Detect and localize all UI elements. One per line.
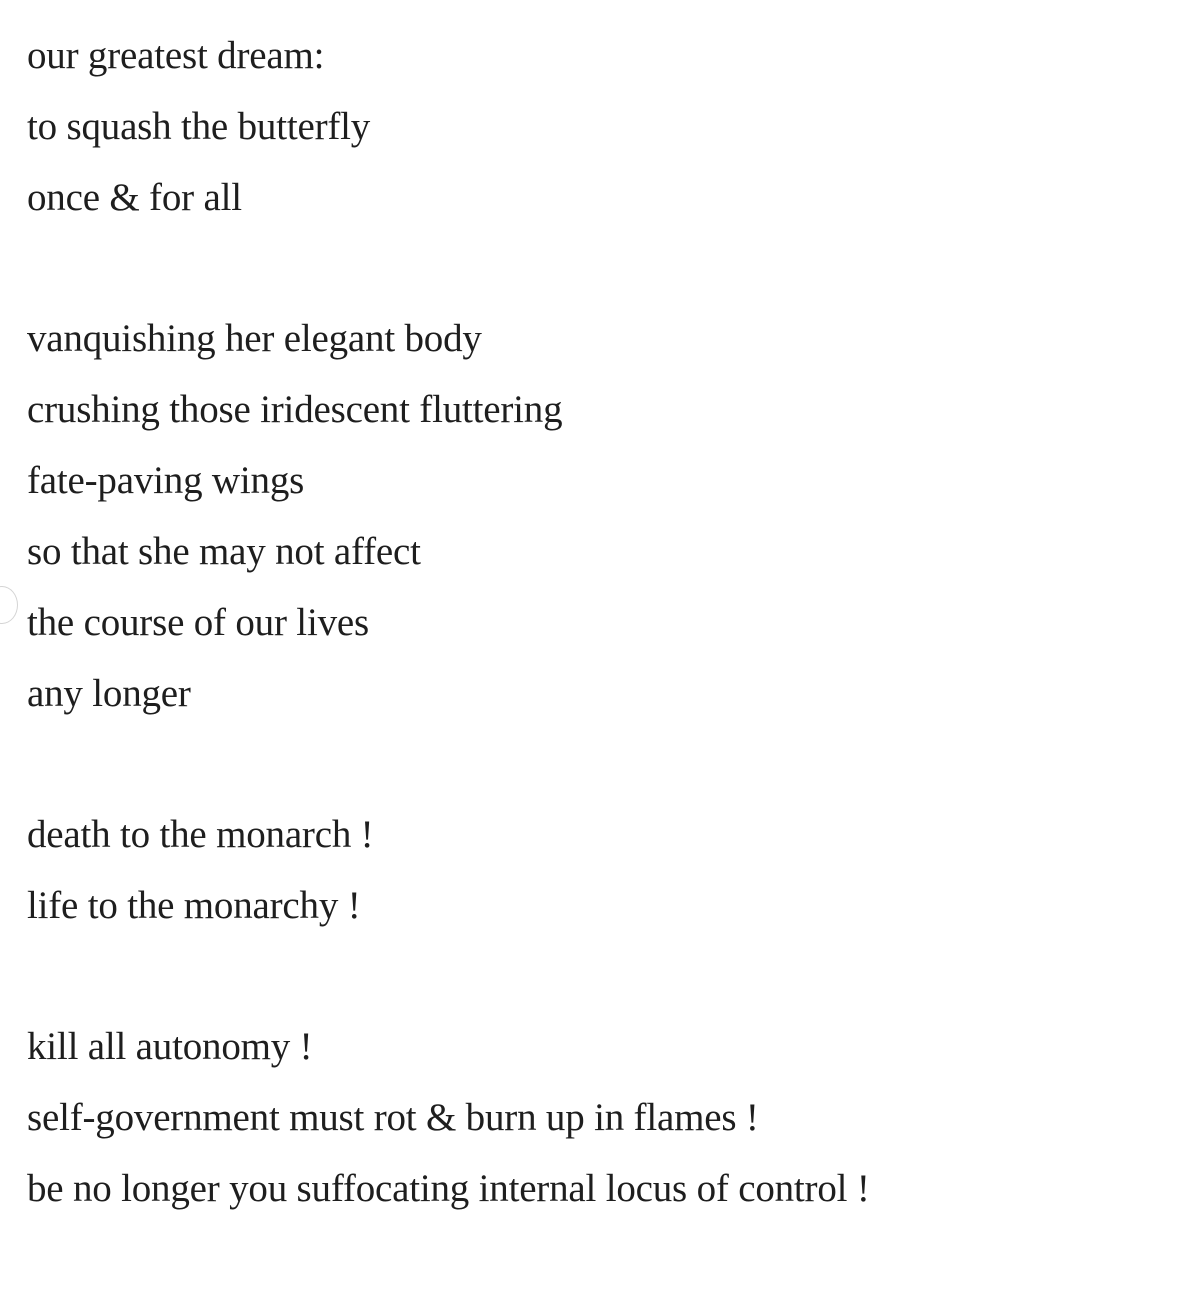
page-edge-marker — [0, 586, 18, 624]
stanza-4 — [27, 1011, 1167, 1224]
poem-line: death to the monarch ! — [27, 813, 374, 856]
poem-line: so that she may not affect — [27, 530, 421, 573]
poem-line: crushing those iridescent fluttering — [27, 388, 563, 431]
poem-line: fate-paving wings — [27, 459, 305, 502]
poem-line: vanquishing her elegant body — [27, 317, 482, 360]
stanza-2 — [27, 303, 1167, 729]
poem-line: any longer — [27, 672, 191, 715]
poem-line: life to the monarchy ! — [27, 884, 361, 927]
poem-line: to squash the butterfly — [27, 105, 371, 148]
stanza-3 — [27, 799, 1167, 941]
stanza-1 — [27, 20, 1167, 233]
poem-text — [27, 20, 1167, 1294]
poem-line: our greatest dream: — [27, 34, 325, 77]
poem-line: be no longer you suffocating internal locus of control ! — [27, 1167, 870, 1210]
poem-line: self-government must rot & burn up in flames ! — [27, 1096, 759, 1139]
poem-line: once & for all — [27, 176, 242, 219]
poem-line: the course of our lives — [27, 601, 369, 644]
poem-line: kill all autonomy ! — [27, 1025, 313, 1068]
